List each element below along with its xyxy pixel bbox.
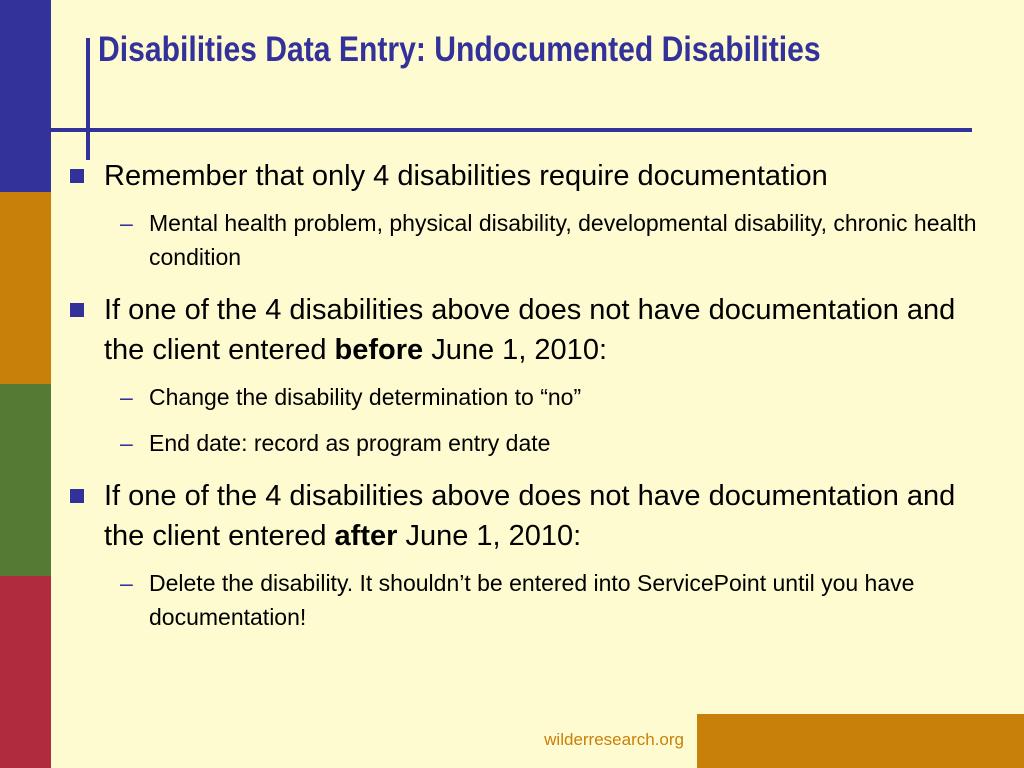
sub-bullet-text: Mental health problem, physical disability, developmental disability, chronic health condition [149, 210, 977, 270]
sub-bullet-2-1 [68, 380, 1003, 414]
sub-bullet-3-1 [68, 566, 1003, 634]
bullet-3-text-start: If one of the 4 disabilities above does not have documentation and the client entered [104, 480, 956, 552]
bullet-1 [68, 156, 1003, 196]
sub-bullet-text: End date: record as program entry date [149, 430, 551, 456]
footer-website-link[interactable]: wilderresearch.org [544, 730, 684, 749]
sub-bullet-text: Delete the disability. It shouldn’t be entered into ServicePoint until you have documentation! [149, 570, 915, 630]
left-stripe-blue [0, 0, 51, 192]
slide-content [68, 156, 1003, 650]
dash-marker: – [120, 210, 133, 236]
bullet-2-text-end: June 1, 2010: [423, 334, 608, 366]
sub-bullet-2-2 [68, 426, 1003, 460]
left-stripe-green [0, 384, 51, 576]
title-horizontal-rule [51, 128, 972, 132]
bullet-2-bold-word: before [334, 334, 424, 366]
dash-marker: – [120, 430, 133, 456]
square-bullet-icon [70, 303, 84, 317]
bullet-1-text: Remember that only 4 disabilities require documentation [104, 160, 828, 192]
left-stripe-orange [0, 192, 51, 384]
bullet-2-text-start: If one of the 4 disabilities above does not have documentation and the client entered [104, 294, 956, 366]
bullet-3 [68, 476, 1003, 556]
left-stripe-red [0, 576, 51, 768]
bullet-3-text-end: June 1, 2010: [397, 520, 582, 552]
footer-accent-bar [697, 714, 1024, 768]
dash-marker: – [120, 570, 133, 596]
sub-bullet-1-1 [68, 206, 1003, 274]
square-bullet-icon [70, 169, 84, 183]
bullet-2 [68, 290, 1003, 370]
sub-bullet-text: Change the disability determination to “no” [149, 384, 582, 410]
square-bullet-icon [70, 489, 84, 503]
dash-marker: – [120, 384, 133, 410]
title-vertical-rule [86, 38, 90, 160]
bullet-3-bold-word: after [334, 520, 398, 552]
slide-title: Disabilities Data Entry: Undocumented Disabilities [98, 30, 821, 69]
